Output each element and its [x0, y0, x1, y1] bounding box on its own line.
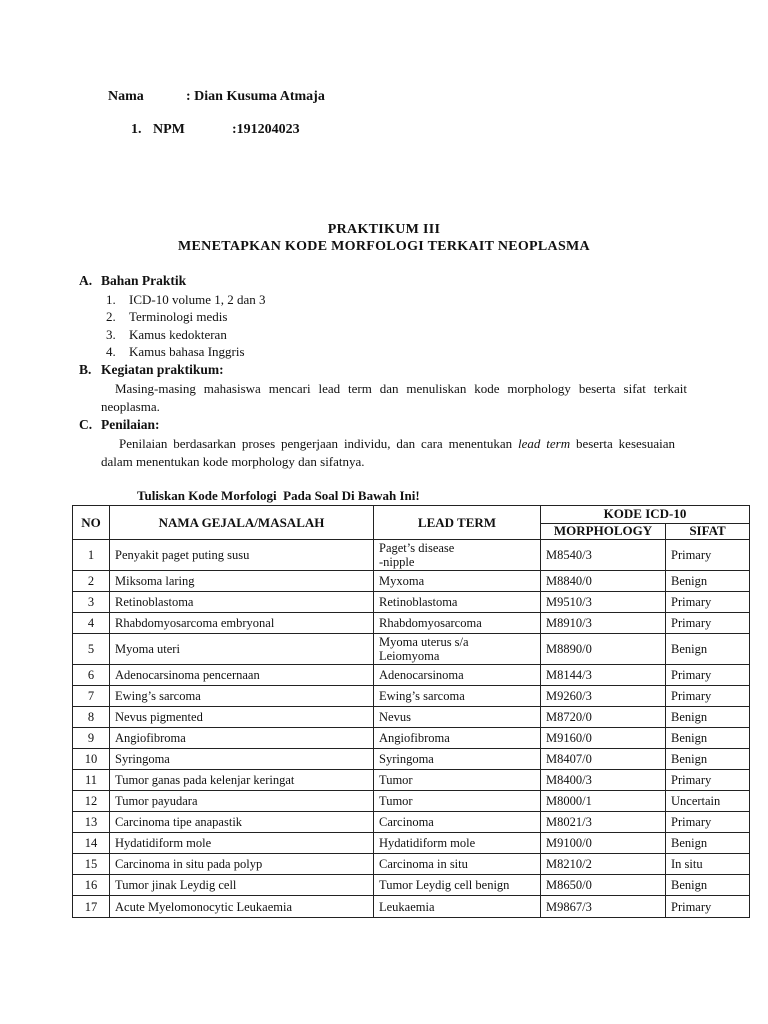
cell-sifat: Primary	[666, 592, 750, 613]
cell-sifat: Benign	[666, 749, 750, 770]
cell-morphology: M8000/1	[541, 791, 666, 812]
cell-no: 16	[73, 875, 110, 896]
header-morphology: MORPHOLOGY	[541, 523, 666, 540]
cell-nama: Adenocarsinoma pencernaan	[110, 665, 374, 686]
cell-no: 9	[73, 728, 110, 749]
title-line-1: PRAKTIKUM III	[327, 222, 441, 237]
cell-nama: Carcinoma in situ pada polyp	[110, 854, 374, 875]
table-row	[73, 770, 750, 791]
cell-no: 1	[73, 540, 110, 571]
section-c-label: C.	[79, 417, 93, 432]
morphology-table	[72, 505, 750, 918]
cell-no: 2	[73, 571, 110, 592]
cell-sifat: Benign	[666, 833, 750, 854]
list-item: Kamus bahasa Inggris	[129, 344, 245, 359]
list-item-number: 1.	[106, 292, 116, 307]
table-row	[73, 749, 750, 770]
list-item: Kamus kedokteran	[129, 327, 227, 342]
cell-sifat: Benign	[666, 728, 750, 749]
table-row	[73, 571, 750, 592]
cell-morphology: M8021/3	[541, 812, 666, 833]
header-lead-term: LEAD TERM	[374, 506, 541, 540]
cell-lead-term: Tumor	[374, 791, 541, 812]
list-item-number: 2.	[106, 309, 116, 324]
cell-no: 17	[73, 896, 110, 918]
cell-sifat: Primary	[666, 540, 750, 571]
cell-no: 8	[73, 707, 110, 728]
cell-no: 5	[73, 634, 110, 665]
table-row	[73, 854, 750, 875]
cell-morphology: M8910/3	[541, 613, 666, 634]
cell-nama: Hydatidiform mole	[110, 833, 374, 854]
cell-nama: Tumor jinak Leydig cell	[110, 875, 374, 896]
table-caption: Tuliskan Kode Morfologi Pada Soal Di Bawah Ini!	[137, 488, 420, 503]
cell-morphology: M9510/3	[541, 592, 666, 613]
cell-lead-term: Carcinoma	[374, 812, 541, 833]
cell-sifat: Benign	[666, 634, 750, 665]
section-c-title: Penilaian:	[101, 417, 160, 432]
cell-morphology: M8407/0	[541, 749, 666, 770]
cell-morphology: M8400/3	[541, 770, 666, 791]
table-row	[73, 707, 750, 728]
table-row	[73, 592, 750, 613]
npm-label: NPM	[153, 122, 185, 137]
cell-nama: Myoma uteri	[110, 634, 374, 665]
cell-no: 6	[73, 665, 110, 686]
cell-lead-term: Nevus	[374, 707, 541, 728]
cell-morphology: M8720/0	[541, 707, 666, 728]
section-a-title: Bahan Praktik	[101, 273, 187, 288]
cell-lead-term: Tumor Leydig cell benign	[374, 875, 541, 896]
cell-nama: Nevus pigmented	[110, 707, 374, 728]
cell-nama: Retinoblastoma	[110, 592, 374, 613]
list-item-number: 3.	[106, 327, 116, 342]
section-c-text-before: Penilaian berdasarkan proses pengerjaan individu, dan cara menentukan	[119, 436, 518, 451]
cell-lead-term: Carcinoma in situ	[374, 854, 541, 875]
cell-nama: Penyakit paget puting susu	[110, 540, 374, 571]
section-b-label: B.	[79, 362, 92, 377]
table-row	[73, 812, 750, 833]
cell-lead-term: Angiofibroma	[374, 728, 541, 749]
section-b-text: Masing-masing mahasiswa mencari lead term dan menuliskan kode morphology beserta sifat terkait neoplasma.	[101, 381, 687, 414]
table-row	[73, 728, 750, 749]
cell-nama: Angiofibroma	[110, 728, 374, 749]
cell-no: 14	[73, 833, 110, 854]
cell-no: 15	[73, 854, 110, 875]
table-row	[73, 875, 750, 896]
cell-sifat: In situ	[666, 854, 750, 875]
cell-nama: Syringoma	[110, 749, 374, 770]
cell-no: 12	[73, 791, 110, 812]
table-row	[73, 686, 750, 707]
cell-no: 10	[73, 749, 110, 770]
cell-lead-term: Myxoma	[374, 571, 541, 592]
cell-sifat: Benign	[666, 571, 750, 592]
cell-morphology: M8650/0	[541, 875, 666, 896]
cell-nama: Carcinoma tipe anapastik	[110, 812, 374, 833]
table-row	[73, 540, 750, 571]
cell-lead-term: Myoma uterus s/a Leiomyoma	[374, 634, 541, 665]
cell-lead-term: Ewing’s sarcoma	[374, 686, 541, 707]
cell-sifat: Primary	[666, 812, 750, 833]
list-item: ICD-10 volume 1, 2 dan 3	[129, 292, 266, 307]
table-row	[73, 791, 750, 812]
cell-sifat: Primary	[666, 613, 750, 634]
cell-nama: Acute Myelomonocytic Leukaemia	[110, 896, 374, 918]
section-c-text-italic: lead term	[518, 436, 571, 451]
section-a-label: A.	[79, 273, 93, 288]
cell-sifat: Primary	[666, 686, 750, 707]
header-nama: NAMA GEJALA/MASALAH	[110, 506, 374, 540]
cell-nama: Rhabdomyosarcoma embryonal	[110, 613, 374, 634]
cell-sifat: Benign	[666, 875, 750, 896]
list-item: Terminologi medis	[129, 309, 228, 324]
header-no: NO	[73, 506, 110, 540]
cell-no: 7	[73, 686, 110, 707]
cell-lead-term: Paget’s disease -nipple	[374, 540, 541, 571]
header-kode-icd: KODE ICD-10	[541, 506, 750, 524]
cell-lead-term: Retinoblastoma	[374, 592, 541, 613]
cell-nama: Miksoma laring	[110, 571, 374, 592]
section-c-text-after: beserta kesesuaian dalam menentukan kode morphology dan sifatnya.	[101, 436, 675, 469]
cell-morphology: M8540/3	[541, 540, 666, 571]
cell-lead-term: Rhabdomyosarcoma	[374, 613, 541, 634]
table-row	[73, 665, 750, 686]
cell-sifat: Primary	[666, 770, 750, 791]
cell-no: 4	[73, 613, 110, 634]
cell-morphology: M9867/3	[541, 896, 666, 918]
cell-no: 11	[73, 770, 110, 791]
cell-sifat: Primary	[666, 896, 750, 918]
section-b-title: Kegiatan praktikum:	[101, 362, 224, 377]
cell-morphology: M8210/2	[541, 854, 666, 875]
table-row	[73, 896, 750, 918]
cell-lead-term: Syringoma	[374, 749, 541, 770]
table-row	[73, 833, 750, 854]
cell-sifat: Benign	[666, 707, 750, 728]
nama-value: : Dian Kusuma Atmaja	[186, 89, 325, 104]
cell-lead-term: Adenocarsinoma	[374, 665, 541, 686]
table-row	[73, 634, 750, 665]
list-item-number: 4.	[106, 344, 116, 359]
cell-lead-term: Hydatidiform mole	[374, 833, 541, 854]
title-line-2: MENETAPKAN KODE MORFOLOGI TERKAIT NEOPLASMA	[178, 239, 590, 254]
cell-morphology: M8840/0	[541, 571, 666, 592]
cell-morphology: M9260/3	[541, 686, 666, 707]
cell-sifat: Uncertain	[666, 791, 750, 812]
npm-number: 1.	[131, 122, 142, 137]
cell-morphology: M8890/0	[541, 634, 666, 665]
cell-lead-term: Tumor	[374, 770, 541, 791]
table-row	[73, 613, 750, 634]
cell-morphology: M8144/3	[541, 665, 666, 686]
header-sifat: SIFAT	[666, 523, 750, 540]
cell-nama: Ewing’s sarcoma	[110, 686, 374, 707]
npm-value: :191204023	[232, 122, 300, 137]
nama-label: Nama	[108, 89, 144, 104]
cell-morphology: M9100/0	[541, 833, 666, 854]
cell-no: 3	[73, 592, 110, 613]
cell-nama: Tumor payudara	[110, 791, 374, 812]
cell-nama: Tumor ganas pada kelenjar keringat	[110, 770, 374, 791]
cell-sifat: Primary	[666, 665, 750, 686]
cell-no: 13	[73, 812, 110, 833]
cell-morphology: M9160/0	[541, 728, 666, 749]
section-c-text	[101, 435, 675, 471]
cell-lead-term: Leukaemia	[374, 896, 541, 918]
